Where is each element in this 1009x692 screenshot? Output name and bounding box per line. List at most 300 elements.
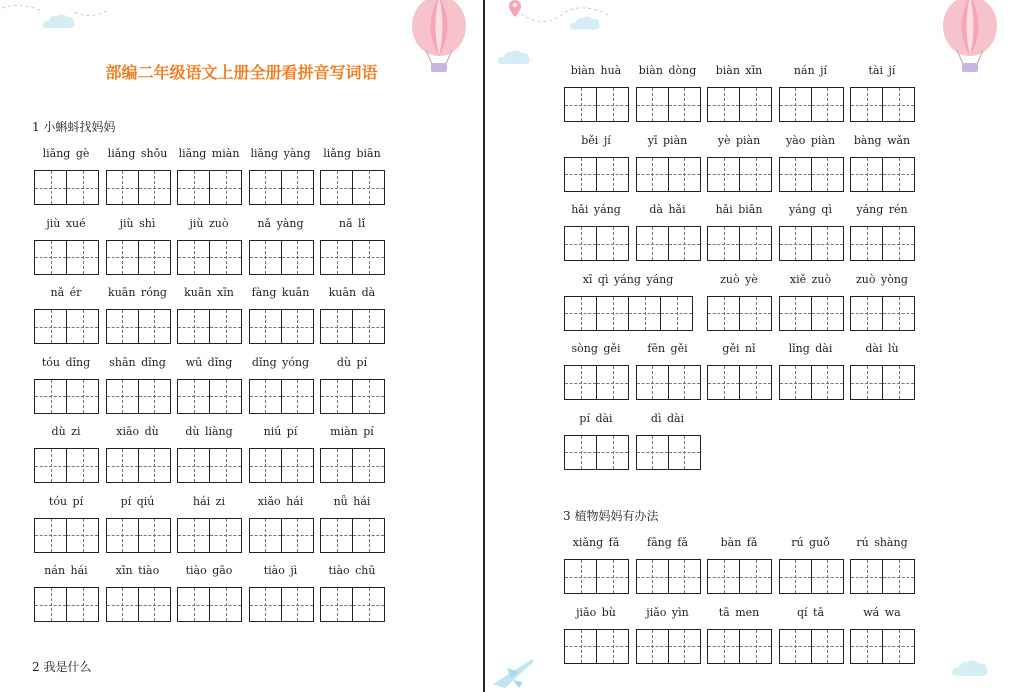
writing-cell[interactable] — [564, 435, 597, 470]
writing-cell[interactable] — [66, 587, 99, 622]
pinyin-label: biàn xīn — [715, 64, 763, 77]
writing-cell[interactable] — [138, 240, 171, 275]
word-item — [177, 356, 241, 416]
writing-boxes — [707, 87, 772, 122]
writing-cell[interactable] — [138, 587, 171, 622]
section-title: 2 我是什么 — [32, 660, 92, 674]
word-item — [779, 134, 843, 194]
pinyin-label: liǎng biān — [323, 147, 381, 160]
writing-boxes — [106, 379, 171, 414]
writing-cell[interactable] — [739, 296, 772, 331]
writing-cell[interactable] — [636, 435, 669, 470]
writing-cell[interactable] — [596, 435, 629, 470]
writing-boxes — [564, 157, 629, 192]
pinyin-label: dài lù — [865, 342, 899, 355]
word-item — [564, 273, 692, 333]
writing-cell[interactable] — [882, 296, 915, 331]
pinyin-label: nǎ yàng — [257, 216, 304, 230]
writing-boxes — [34, 309, 99, 344]
word-item — [850, 342, 914, 402]
writing-cell[interactable] — [66, 170, 99, 205]
writing-cell[interactable] — [779, 629, 812, 664]
word-item — [850, 203, 914, 263]
writing-cell[interactable] — [850, 559, 883, 594]
pinyin-label: tài jí — [868, 64, 896, 77]
word-item — [850, 134, 914, 194]
pinyin-label: tiào gāo — [185, 564, 233, 577]
writing-cell[interactable] — [739, 559, 772, 594]
writing-cell[interactable] — [352, 240, 385, 275]
writing-cell[interactable] — [850, 365, 883, 400]
writing-cell[interactable] — [779, 296, 812, 331]
pinyin-label: zuò yòng — [856, 272, 908, 286]
writing-boxes — [249, 170, 314, 205]
writing-cell[interactable] — [564, 365, 597, 400]
writing-cell[interactable] — [209, 309, 242, 344]
writing-cell[interactable] — [636, 365, 669, 400]
pinyin-label: tóu pí — [48, 494, 84, 508]
word-item — [564, 203, 628, 263]
pinyin-label: wá wa — [863, 605, 901, 619]
writing-cell[interactable] — [34, 309, 67, 344]
word-item — [707, 606, 771, 666]
word-item — [320, 425, 384, 485]
writing-cell[interactable] — [779, 226, 812, 261]
writing-cell[interactable] — [596, 157, 629, 192]
writing-cell[interactable] — [668, 226, 701, 261]
writing-cell[interactable] — [209, 379, 242, 414]
word-item — [249, 147, 313, 207]
word-item — [636, 536, 700, 596]
word-item — [564, 64, 628, 124]
writing-boxes — [779, 559, 844, 594]
writing-boxes — [564, 226, 629, 261]
writing-cell[interactable] — [811, 226, 844, 261]
writing-cell[interactable] — [66, 309, 99, 344]
writing-boxes — [177, 587, 242, 622]
word-item — [320, 356, 384, 416]
writing-cell[interactable] — [811, 296, 844, 331]
writing-cell[interactable] — [281, 518, 314, 553]
writing-boxes — [177, 240, 242, 275]
writing-cell[interactable] — [106, 379, 139, 414]
writing-cell[interactable] — [668, 87, 701, 122]
writing-cell[interactable] — [636, 226, 669, 261]
word-item — [249, 425, 313, 485]
writing-cell[interactable] — [779, 559, 812, 594]
writing-cell[interactable] — [707, 87, 740, 122]
writing-boxes — [106, 587, 171, 622]
pinyin-label: dì dài — [650, 411, 685, 425]
writing-cell[interactable] — [564, 559, 597, 594]
writing-cell[interactable] — [668, 435, 701, 470]
writing-cell[interactable] — [249, 448, 282, 483]
writing-cell[interactable] — [739, 157, 772, 192]
word-item — [707, 536, 771, 596]
pinyin-label: xiāo dù — [116, 425, 159, 438]
writing-cell[interactable] — [138, 170, 171, 205]
word-item — [779, 342, 843, 402]
writing-cell[interactable] — [564, 226, 597, 261]
writing-cell[interactable] — [320, 170, 353, 205]
writing-cell[interactable] — [352, 518, 385, 553]
writing-cell[interactable] — [281, 448, 314, 483]
pinyin-label: xiǎng fǎ — [572, 536, 620, 549]
word-item — [249, 356, 313, 416]
writing-cell[interactable] — [707, 559, 740, 594]
writing-cell[interactable] — [596, 365, 629, 400]
word-item — [106, 147, 170, 207]
writing-cell[interactable] — [281, 309, 314, 344]
pinyin-label: miàn pí — [330, 425, 374, 438]
writing-boxes — [249, 379, 314, 414]
writing-cell[interactable] — [177, 170, 210, 205]
writing-cell[interactable] — [320, 448, 353, 483]
writing-cell[interactable] — [707, 157, 740, 192]
word-item — [34, 147, 98, 207]
writing-cell[interactable] — [779, 87, 812, 122]
writing-cell[interactable] — [850, 629, 883, 664]
pinyin-label: jiù zuò — [189, 216, 229, 230]
pinyin-label: dǐng yóng — [251, 355, 310, 369]
writing-cell[interactable] — [739, 226, 772, 261]
writing-boxes — [320, 309, 385, 344]
writing-boxes — [34, 518, 99, 553]
writing-boxes — [779, 157, 844, 192]
pinyin-label: kuān róng — [108, 286, 167, 299]
word-item — [106, 356, 170, 416]
pinyin-label: nǚ hái — [333, 494, 371, 508]
writing-cell[interactable] — [177, 379, 210, 414]
writing-boxes — [707, 296, 772, 331]
word-item — [177, 564, 241, 624]
pinyin-label: jiǎo bù — [576, 605, 616, 619]
writing-boxes — [707, 629, 772, 664]
writing-cell[interactable] — [209, 240, 242, 275]
pinyin-label: rú shàng — [856, 536, 908, 549]
writing-cell[interactable] — [850, 157, 883, 192]
writing-cell[interactable] — [352, 448, 385, 483]
writing-cell[interactable] — [209, 587, 242, 622]
pinyin-label: rú guǒ — [791, 536, 830, 549]
writing-cell[interactable] — [811, 629, 844, 664]
word-item — [850, 536, 914, 596]
writing-cell[interactable] — [636, 87, 669, 122]
pinyin-label: bàng wǎn — [853, 133, 911, 147]
word-item — [707, 64, 771, 124]
writing-boxes — [850, 87, 915, 122]
writing-cell[interactable] — [209, 170, 242, 205]
word-item — [850, 606, 914, 666]
writing-cell[interactable] — [564, 157, 597, 192]
writing-cell[interactable] — [106, 518, 139, 553]
writing-cell[interactable] — [352, 170, 385, 205]
cloud-icon — [569, 14, 601, 32]
word-item — [34, 217, 98, 277]
writing-cell[interactable] — [34, 170, 67, 205]
writing-cell[interactable] — [106, 309, 139, 344]
writing-boxes — [177, 448, 242, 483]
writing-cell[interactable] — [320, 587, 353, 622]
writing-boxes — [636, 629, 701, 664]
writing-boxes — [320, 240, 385, 275]
pinyin-label: yī piàn — [647, 133, 688, 147]
writing-cell[interactable] — [249, 309, 282, 344]
writing-cell[interactable] — [209, 518, 242, 553]
writing-cell[interactable] — [320, 379, 353, 414]
word-item — [564, 536, 628, 596]
writing-cell[interactable] — [564, 629, 597, 664]
pinyin-label: jiù xué — [46, 216, 86, 230]
writing-cell[interactable] — [66, 518, 99, 553]
writing-cell[interactable] — [811, 87, 844, 122]
left-page — [0, 0, 483, 692]
writing-boxes — [636, 157, 701, 192]
writing-cell[interactable] — [882, 559, 915, 594]
writing-cell[interactable] — [707, 629, 740, 664]
writing-cell[interactable] — [668, 365, 701, 400]
writing-boxes — [320, 379, 385, 414]
writing-cell[interactable] — [352, 309, 385, 344]
pinyin-label: yáng rén — [856, 203, 908, 216]
writing-cell[interactable] — [66, 240, 99, 275]
writing-cell[interactable] — [106, 448, 139, 483]
writing-boxes — [106, 518, 171, 553]
pinyin-label: dù pí — [336, 355, 368, 369]
writing-cell[interactable] — [882, 87, 915, 122]
writing-cell[interactable] — [66, 448, 99, 483]
writing-boxes — [34, 587, 99, 622]
writing-cell[interactable] — [177, 240, 210, 275]
writing-cell[interactable] — [249, 518, 282, 553]
writing-cell[interactable] — [281, 587, 314, 622]
writing-cell[interactable] — [882, 365, 915, 400]
writing-cell[interactable] — [850, 87, 883, 122]
writing-cell[interactable] — [850, 226, 883, 261]
writing-boxes — [177, 379, 242, 414]
word-item — [320, 217, 384, 277]
word-item — [106, 286, 170, 346]
word-item — [779, 64, 843, 124]
writing-boxes — [34, 379, 99, 414]
writing-cell[interactable] — [320, 240, 353, 275]
pinyin-label: pí qiú — [120, 494, 155, 508]
writing-cell[interactable] — [779, 157, 812, 192]
pinyin-label: běi jí — [581, 133, 611, 147]
writing-cell[interactable] — [34, 240, 67, 275]
writing-boxes — [106, 240, 171, 275]
writing-cell[interactable] — [177, 448, 210, 483]
word-item — [564, 342, 628, 402]
pinyin-label: yáng qì — [789, 203, 832, 216]
writing-cell[interactable] — [249, 587, 282, 622]
pinyin-label: wū dǐng — [185, 355, 233, 369]
writing-boxes — [320, 587, 385, 622]
writing-cell[interactable] — [138, 379, 171, 414]
writing-boxes — [106, 309, 171, 344]
pinyin-label: jiù shì — [119, 216, 156, 230]
writing-boxes — [34, 448, 99, 483]
word-item — [779, 203, 843, 263]
pinyin-label: dù liàng — [185, 425, 233, 438]
word-item — [564, 412, 628, 472]
pinyin-label: tóu dǐng — [41, 355, 91, 369]
writing-cell[interactable] — [320, 309, 353, 344]
writing-cell[interactable] — [707, 296, 740, 331]
writing-cell[interactable] — [660, 296, 693, 331]
writing-cell[interactable] — [636, 559, 669, 594]
writing-cell[interactable] — [668, 559, 701, 594]
writing-boxes — [249, 587, 314, 622]
writing-cell[interactable] — [739, 629, 772, 664]
writing-boxes — [320, 518, 385, 553]
writing-cell[interactable] — [177, 587, 210, 622]
writing-boxes — [636, 226, 701, 261]
writing-cell[interactable] — [882, 157, 915, 192]
writing-cell[interactable] — [138, 518, 171, 553]
writing-cell[interactable] — [106, 240, 139, 275]
writing-boxes — [850, 559, 915, 594]
writing-cell[interactable] — [636, 157, 669, 192]
word-item — [636, 606, 700, 666]
writing-boxes — [779, 365, 844, 400]
writing-cell[interactable] — [636, 629, 669, 664]
pinyin-label: xiǎo hái — [257, 494, 304, 508]
writing-cell[interactable] — [811, 157, 844, 192]
writing-boxes — [779, 226, 844, 261]
word-item — [320, 147, 384, 207]
writing-cell[interactable] — [564, 87, 597, 122]
pinyin-label: bàn fǎ — [720, 536, 758, 549]
writing-cell[interactable] — [850, 296, 883, 331]
writing-cell[interactable] — [320, 518, 353, 553]
writing-cell[interactable] — [811, 559, 844, 594]
pinyin-label: biàn dòng — [638, 64, 697, 77]
writing-boxes — [564, 365, 629, 400]
writing-cell[interactable] — [564, 296, 597, 331]
writing-cell[interactable] — [34, 518, 67, 553]
writing-cell[interactable] — [352, 587, 385, 622]
pinyin-label: liǎng shǒu — [107, 147, 168, 160]
word-item — [106, 217, 170, 277]
pinyin-label: kuān xīn — [184, 286, 234, 299]
word-item — [34, 286, 98, 346]
pinyin-label: xī qì yáng yáng — [582, 272, 674, 286]
writing-boxes — [177, 170, 242, 205]
writing-cell[interactable] — [739, 365, 772, 400]
pinyin-label: jiǎo yìn — [646, 605, 689, 619]
writing-cell[interactable] — [106, 170, 139, 205]
writing-cell[interactable] — [628, 296, 661, 331]
writing-cell[interactable] — [281, 240, 314, 275]
writing-boxes — [177, 309, 242, 344]
pinyin-label: qí tā — [796, 605, 825, 619]
writing-cell[interactable] — [249, 379, 282, 414]
pinyin-label: hái zi — [193, 494, 225, 508]
pinyin-label: lǐng dài — [788, 342, 833, 355]
word-item — [320, 495, 384, 555]
writing-cell[interactable] — [882, 226, 915, 261]
word-item — [249, 286, 313, 346]
writing-cell[interactable] — [34, 448, 67, 483]
writing-boxes — [320, 448, 385, 483]
writing-cell[interactable] — [249, 170, 282, 205]
airplane-icon — [491, 654, 535, 692]
writing-cell[interactable] — [668, 157, 701, 192]
word-item — [177, 286, 241, 346]
pinyin-label: liǎng miàn — [178, 147, 240, 160]
pinyin-label: yào piàn — [785, 133, 836, 147]
writing-cell[interactable] — [34, 379, 67, 414]
writing-cell[interactable] — [66, 379, 99, 414]
writing-cell[interactable] — [352, 379, 385, 414]
writing-cell[interactable] — [882, 629, 915, 664]
pinyin-label: dù zi — [51, 425, 81, 438]
pinyin-label: liǎng gè — [42, 147, 90, 160]
section-title: 1 小蝌蚪找妈妈 — [32, 120, 116, 134]
pinyin-label: fàng kuān — [251, 286, 310, 299]
writing-boxes — [249, 240, 314, 275]
writing-cell[interactable] — [596, 559, 629, 594]
pinyin-label: nán jí — [793, 64, 828, 77]
word-item — [249, 217, 313, 277]
writing-boxes — [850, 226, 915, 261]
word-item — [34, 425, 98, 485]
pinyin-label: fēn gěi — [647, 342, 688, 355]
writing-cell[interactable] — [177, 518, 210, 553]
writing-cell[interactable] — [281, 379, 314, 414]
writing-cell[interactable] — [138, 309, 171, 344]
writing-cell[interactable] — [177, 309, 210, 344]
pinyin-label: shān dǐng — [109, 355, 166, 369]
writing-boxes — [707, 157, 772, 192]
writing-cell[interactable] — [596, 87, 629, 122]
writing-cell[interactable] — [138, 448, 171, 483]
pinyin-label: nán hái — [44, 564, 88, 577]
writing-cell[interactable] — [249, 240, 282, 275]
writing-cell[interactable] — [596, 226, 629, 261]
word-item — [564, 606, 628, 666]
word-item — [636, 134, 700, 194]
writing-cell[interactable] — [739, 87, 772, 122]
pinyin-label: fāng fǎ — [647, 536, 688, 549]
pinyin-label: nǎ ér — [50, 286, 82, 299]
writing-cell[interactable] — [707, 365, 740, 400]
word-item — [177, 217, 241, 277]
writing-cell[interactable] — [209, 448, 242, 483]
writing-cell[interactable] — [668, 629, 701, 664]
writing-boxes — [779, 87, 844, 122]
pinyin-label: nǎ lǐ — [338, 216, 366, 230]
pinyin-label: tā men — [718, 605, 760, 619]
writing-boxes — [249, 518, 314, 553]
writing-cell[interactable] — [281, 170, 314, 205]
writing-cell[interactable] — [707, 226, 740, 261]
writing-cell[interactable] — [106, 587, 139, 622]
word-item — [320, 564, 384, 624]
writing-cell[interactable] — [34, 587, 67, 622]
writing-cell[interactable] — [596, 629, 629, 664]
word-item — [636, 412, 700, 472]
writing-boxes — [320, 170, 385, 205]
writing-boxes — [707, 226, 772, 261]
writing-cell[interactable] — [779, 365, 812, 400]
writing-cell[interactable] — [596, 296, 629, 331]
section-title: 3 植物妈妈有办法 — [563, 509, 659, 523]
writing-boxes — [249, 448, 314, 483]
word-item — [106, 425, 170, 485]
writing-cell[interactable] — [811, 365, 844, 400]
